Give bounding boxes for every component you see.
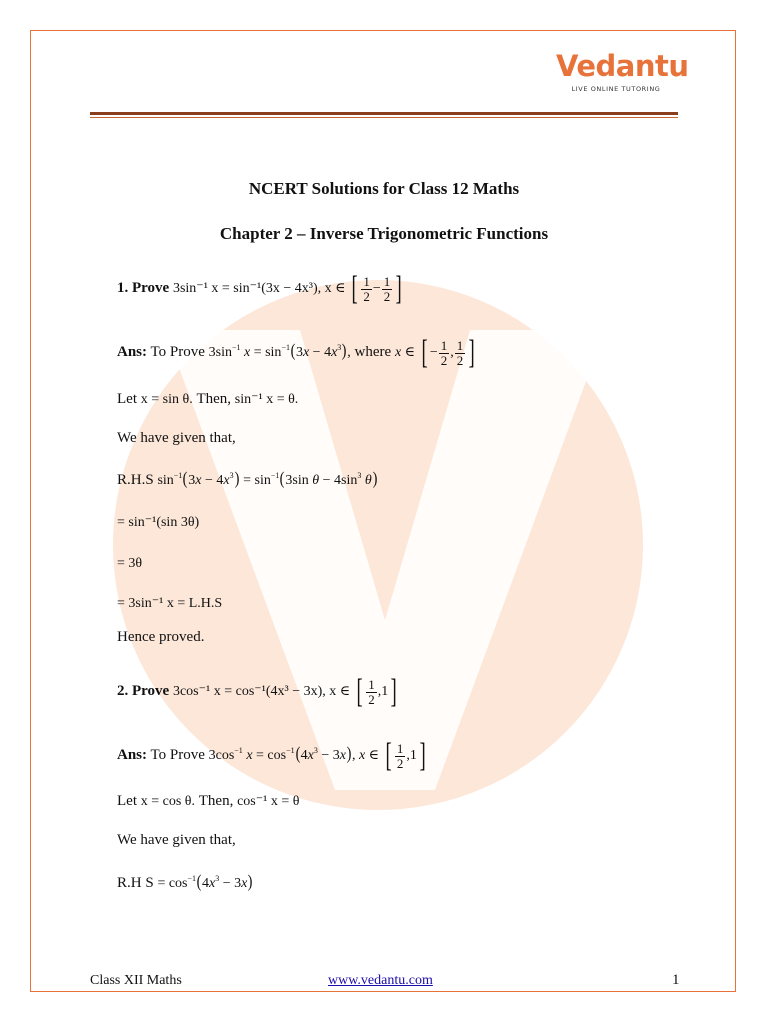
- q1-statement: 3sin⁻¹ x = sin⁻¹(3x − 4x³), x ∈: [172, 281, 346, 297]
- rhs-label: R.H.S: [117, 472, 154, 488]
- let-line-2: [117, 793, 299, 810]
- let-word: Let: [117, 391, 137, 407]
- question-1-math: 3sin⁻¹ x = sin⁻¹(3x − 4x³), x ∈ [ $\frac{1}{2}$ − $\frac{1}{2}$ ]: [172, 270, 403, 307]
- answer-2-text: To Prove: [150, 747, 205, 764]
- logo-text: Vedantu: [556, 49, 689, 83]
- step-3: = 3sin⁻¹ x = L.H.S: [117, 596, 223, 611]
- answer-2: Ans: To Prove $3\cos^{-1}$ $x = \cos^{-1}(4x^3 - 3x)$, x ∈ [ $\frac{1}{2}$ ,1]: [117, 737, 426, 774]
- page-title: NCERT Solutions for Class 12 Maths: [248, 179, 520, 198]
- answer-1-text: To Prove: [150, 344, 205, 361]
- footer-website-link[interactable]: www.vedantu.com: [328, 973, 433, 988]
- let-word-2: Let: [117, 793, 137, 809]
- chapter-title: Chapter 2 – Inverse Trigonometric Functions: [219, 224, 549, 243]
- question-2: 2. Prove 3cos⁻¹ x = cos⁻¹(4x³ − 3x), x ∈ [ $\frac{1}{2}$ ,1]: [117, 673, 398, 710]
- conclusion-1: Hence proved.: [117, 629, 205, 645]
- rhs-label-2: R.H S: [117, 875, 154, 891]
- rhs-line-1: R.H.S $\sin^{-1}(3x - 4x^3) = \sin^{-1}(3\sin$ $\theta - 4\sin^3$ θ): [117, 468, 378, 488]
- let-math-2: sin⁻¹ x = θ.: [234, 392, 299, 407]
- then-word-2: Then,: [198, 793, 234, 809]
- let-math-2a: x = cos θ.: [140, 794, 196, 809]
- question-2-label: 2. Prove: [117, 683, 170, 700]
- let-math-1: x = sin θ.: [140, 392, 193, 407]
- footer-class: Class XII Maths: [90, 973, 182, 988]
- question-1-label: 1. Prove: [117, 280, 170, 297]
- answer-1-label: Ans:: [117, 344, 148, 361]
- answer-1: Ans: To Prove $3\sin^{-1}$ $x = \sin^{-1}(3x - 4x^3)$, where x ∈ [ − $\frac{1}{2}$ , $\frac{1}{2}$ ]: [117, 334, 476, 371]
- answer-2-label: Ans:: [117, 747, 148, 764]
- q2-statement: 3cos⁻¹ x = cos⁻¹(4x³ − 3x), x ∈: [172, 684, 351, 700]
- then-word: Then,: [196, 391, 232, 407]
- page-number: 1: [672, 972, 680, 988]
- rhs-line-2: R.H $S = \cos^{-1}(4x^3 - 3x)$: [117, 871, 253, 891]
- given-line-2: We have given that,: [117, 832, 236, 848]
- let-math-2b: cos⁻¹ x = θ: [237, 794, 300, 809]
- step-2: = 3θ: [117, 556, 143, 571]
- question-1: [117, 270, 405, 307]
- let-line-1: [117, 391, 298, 408]
- answer-1-where: where: [354, 344, 392, 361]
- given-line-1: We have given that,: [117, 430, 236, 446]
- step-1: = sin⁻¹(sin 3θ): [117, 515, 200, 530]
- logo-tagline: LIVE ONLINE TUTORING: [571, 85, 661, 93]
